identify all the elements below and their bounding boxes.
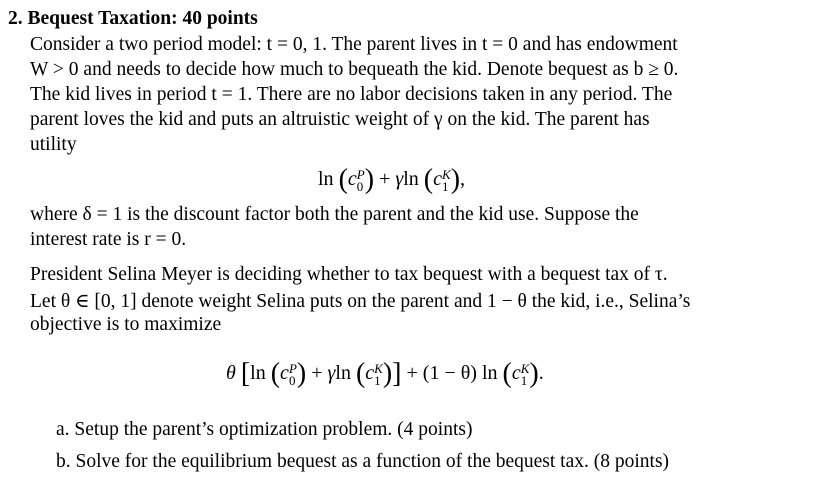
subquestion-a: a. Setup the parent’s optimization problem. (4 points) — [56, 419, 473, 440]
ln: ln — [481, 362, 498, 384]
sup: P — [288, 361, 297, 377]
c: c — [511, 362, 521, 384]
sub: 1 — [374, 373, 381, 388]
sub: 0 — [288, 373, 296, 388]
subquestion-b: b. Solve for the equilibrium bequest as a function of the bequest tax. (8 points) — [56, 451, 670, 472]
sup: P — [356, 167, 365, 183]
c: c — [280, 362, 289, 384]
text-line: interest rate is r = 0. — [30, 229, 187, 250]
one-minus-theta: (1 − θ) — [422, 362, 477, 384]
plus: + — [311, 362, 323, 384]
theta: θ — [226, 362, 236, 384]
ln: ln — [318, 168, 334, 190]
text-line: The kid lives in period t = 1. There are no labor decisions taken in any period. The — [30, 84, 673, 105]
period: . — [538, 362, 544, 384]
text-line: parent loves the kid and puts an altruistic weight of γ on the kid. The parent has — [30, 109, 650, 130]
text-line: where δ = 1 is the discount factor both the parent and the kid use. Suppose the — [30, 204, 639, 225]
ln: ln — [250, 362, 266, 384]
plus: + — [406, 362, 418, 384]
sup: K — [374, 361, 383, 377]
text-line: Consider a two period model: t = 0, 1. The parent lives in t = 0 and has endowment — [30, 34, 678, 55]
sub: 0 — [356, 179, 364, 194]
text-line: utility — [30, 134, 77, 155]
sub: 1 — [442, 179, 449, 194]
sub: 1 — [520, 373, 528, 388]
sup: K — [442, 167, 451, 183]
gamma: γ — [327, 362, 336, 384]
ln: ln — [335, 362, 351, 384]
ln: ln — [403, 168, 419, 190]
plus: + — [379, 168, 391, 190]
text-line: Let θ ∈ [0, 1] denote weight Selina puts on the parent and 1 − θ the kid, i.e., Selina’s — [30, 291, 691, 312]
text-line: President Selina Meyer is deciding whether to tax bequest with a bequest tax of τ. — [30, 264, 668, 285]
text-line: W > 0 and needs to decide how much to bequeath the kid. Denote bequest as b ≥ 0. — [30, 59, 679, 80]
c: c — [365, 362, 375, 384]
problem-title: 2. Bequest Taxation: 40 points — [8, 8, 258, 29]
gamma: γ — [395, 168, 404, 190]
sup: K — [520, 361, 530, 377]
c: c — [347, 168, 357, 190]
text-line: objective is to maximize — [30, 314, 222, 335]
parent-utility-equation: ln (c P 0 ) + γln (c K 1 ), — [318, 164, 466, 195]
selina-objective-equation: θ [ln (c P 0 ) + γln (c K 1 )] + (1 − θ) ln (c K 1 ). — [226, 358, 544, 389]
comma: , — [460, 168, 466, 190]
c: c — [433, 168, 443, 190]
